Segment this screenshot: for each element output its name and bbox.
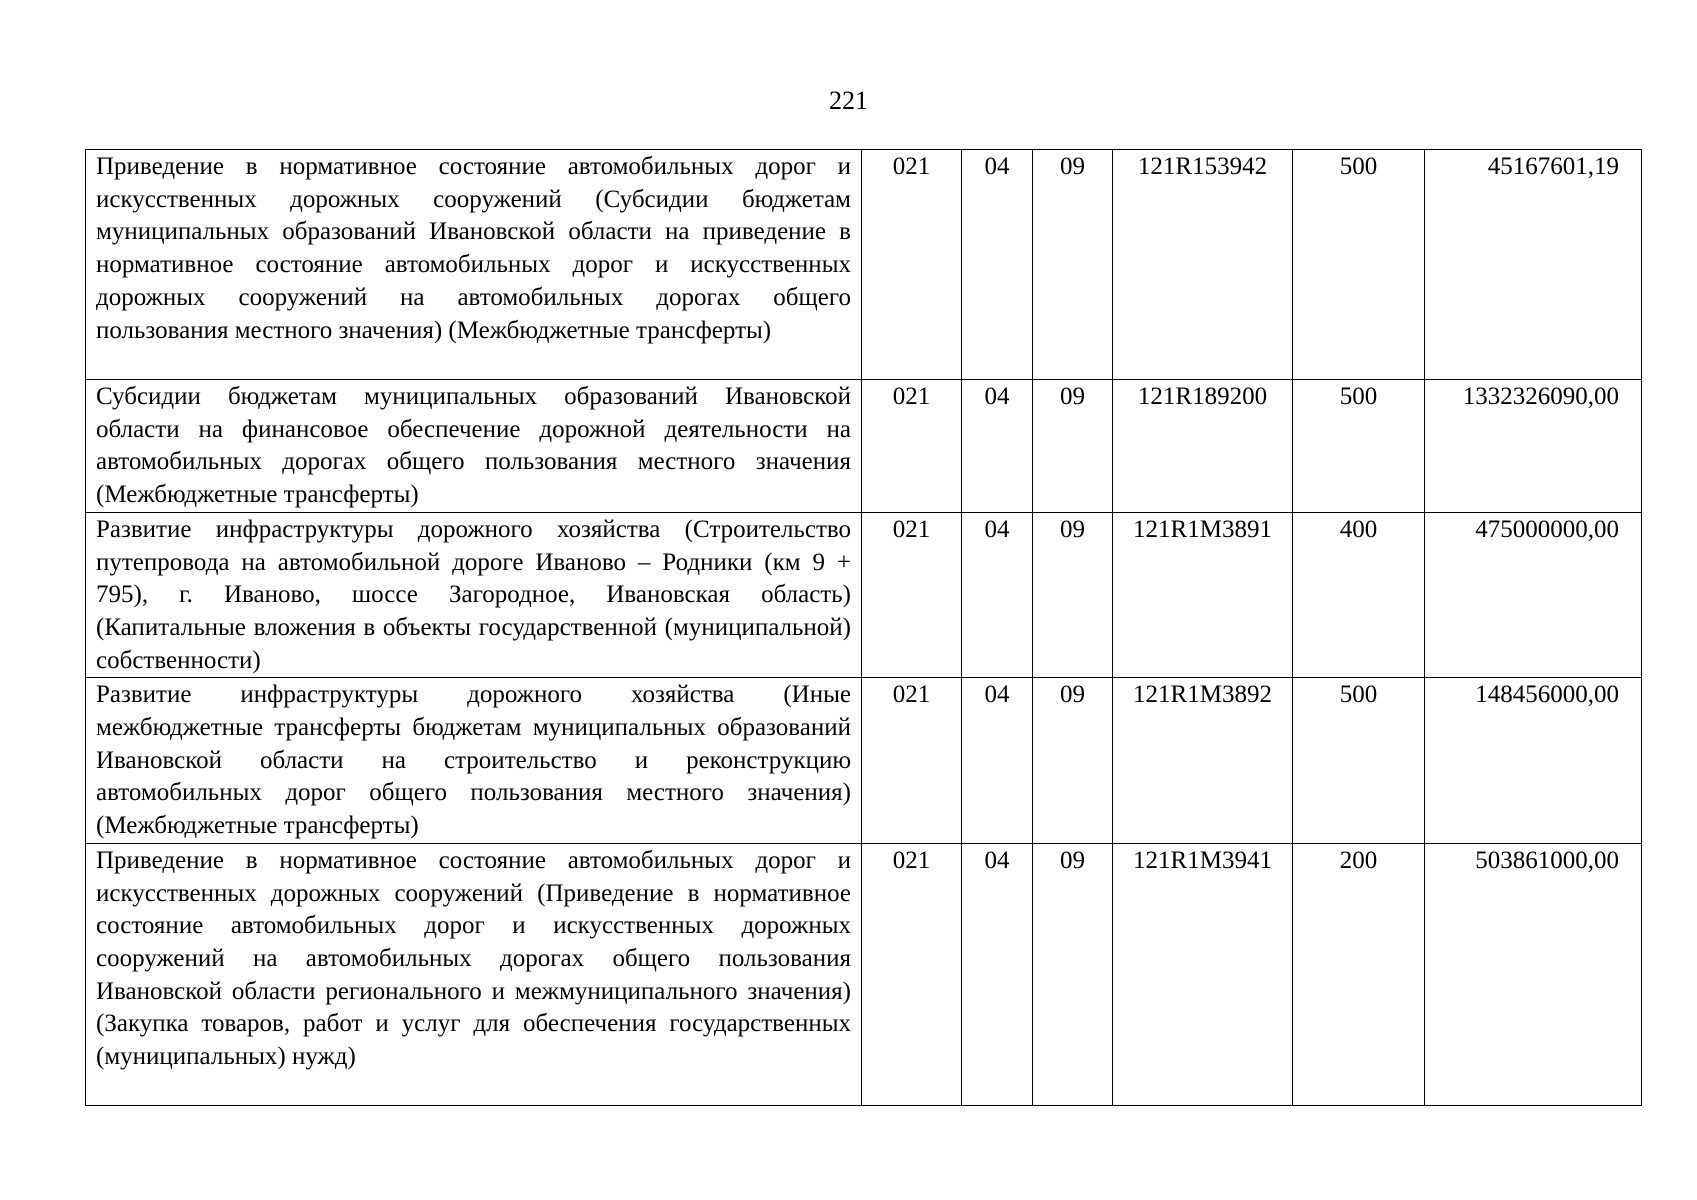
expense-type-code: 500 xyxy=(1293,380,1425,513)
subsection-code: 09 xyxy=(1033,150,1113,380)
target-article-code: 121R1M3891 xyxy=(1113,512,1293,678)
expense-description: Субсидии бюджетам муниципальных образований Ивановской области на финансовое обеспечение дорожной деятельности на автомобильных дорогах общего пользования местного значения (Межбюджетные трансферты) xyxy=(86,380,862,513)
subsection-code: 09 xyxy=(1033,678,1113,844)
amount-value: 148456000,00 xyxy=(1425,678,1642,844)
target-article-code: 121R1M3892 xyxy=(1113,678,1293,844)
section-code: 04 xyxy=(962,678,1033,844)
expense-description: Развитие инфраструктуры дорожного хозяйства (Строительство путепровода на автомобильной дороге Иваново – Родники (км 9 + 795), г. Иваново, шоссе Загородное, Ивановская область) (Капитальные вложения в объекты государственной (муниципальной) собственности) xyxy=(86,512,862,678)
amount-value: 475000000,00 xyxy=(1425,512,1642,678)
ministry-code: 021 xyxy=(862,150,962,380)
target-article-code: 121R153942 xyxy=(1113,150,1293,380)
expense-type-code: 400 xyxy=(1293,512,1425,678)
target-article-code: 121R189200 xyxy=(1113,380,1293,513)
section-code: 04 xyxy=(962,843,1033,1105)
ministry-code: 021 xyxy=(862,843,962,1105)
table-row xyxy=(86,512,1642,678)
amount-value: 1332326090,00 xyxy=(1425,380,1642,513)
table-row xyxy=(86,678,1642,844)
subsection-code: 09 xyxy=(1033,843,1113,1105)
amount-value: 45167601,19 xyxy=(1425,150,1642,380)
section-code: 04 xyxy=(962,380,1033,513)
expense-description: Приведение в нормативное состояние автомобильных дорог и искусственных дорожных сооружений (Приведение в нормативное состояние автомобильных дорог и искусственных дорожных сооружений на автомобильных дорогах общего пользования Ивановской области регионального и межмуниципального значения) (Закупка товаров, работ и услуг для обеспечения государственных (муниципальных) нужд) xyxy=(86,843,862,1105)
subsection-code: 09 xyxy=(1033,380,1113,513)
table-row xyxy=(86,380,1642,513)
expense-type-code: 200 xyxy=(1293,843,1425,1105)
expense-description: Развитие инфраструктуры дорожного хозяйства (Иные межбюджетные трансферты бюджетам муниципальных образований Ивановской области на строительство и реконструкцию автомобильных дорог общего пользования местного значения) (Межбюджетные трансферты) xyxy=(86,678,862,844)
ministry-code: 021 xyxy=(862,678,962,844)
section-code: 04 xyxy=(962,150,1033,380)
subsection-code: 09 xyxy=(1033,512,1113,678)
page-number: 221 xyxy=(829,86,868,115)
expense-description: Приведение в нормативное состояние автомобильных дорог и искусственных дорожных сооружений (Субсидии бюджетам муниципальных образований Ивановской области на приведение в нормативное состояние автомобильных дорог и искусственных дорожных сооружений на автомобильных дорогах общего пользования местного значения) (Межбюджетные трансферты) xyxy=(86,150,862,380)
table-row xyxy=(86,843,1642,1105)
ministry-code: 021 xyxy=(862,512,962,678)
ministry-code: 021 xyxy=(862,380,962,513)
expense-type-code: 500 xyxy=(1293,678,1425,844)
table-row xyxy=(86,150,1642,380)
expense-type-code: 500 xyxy=(1293,150,1425,380)
target-article-code: 121R1M3941 xyxy=(1113,843,1293,1105)
amount-value: 503861000,00 xyxy=(1425,843,1642,1105)
budget-table xyxy=(85,149,1642,1106)
section-code: 04 xyxy=(962,512,1033,678)
